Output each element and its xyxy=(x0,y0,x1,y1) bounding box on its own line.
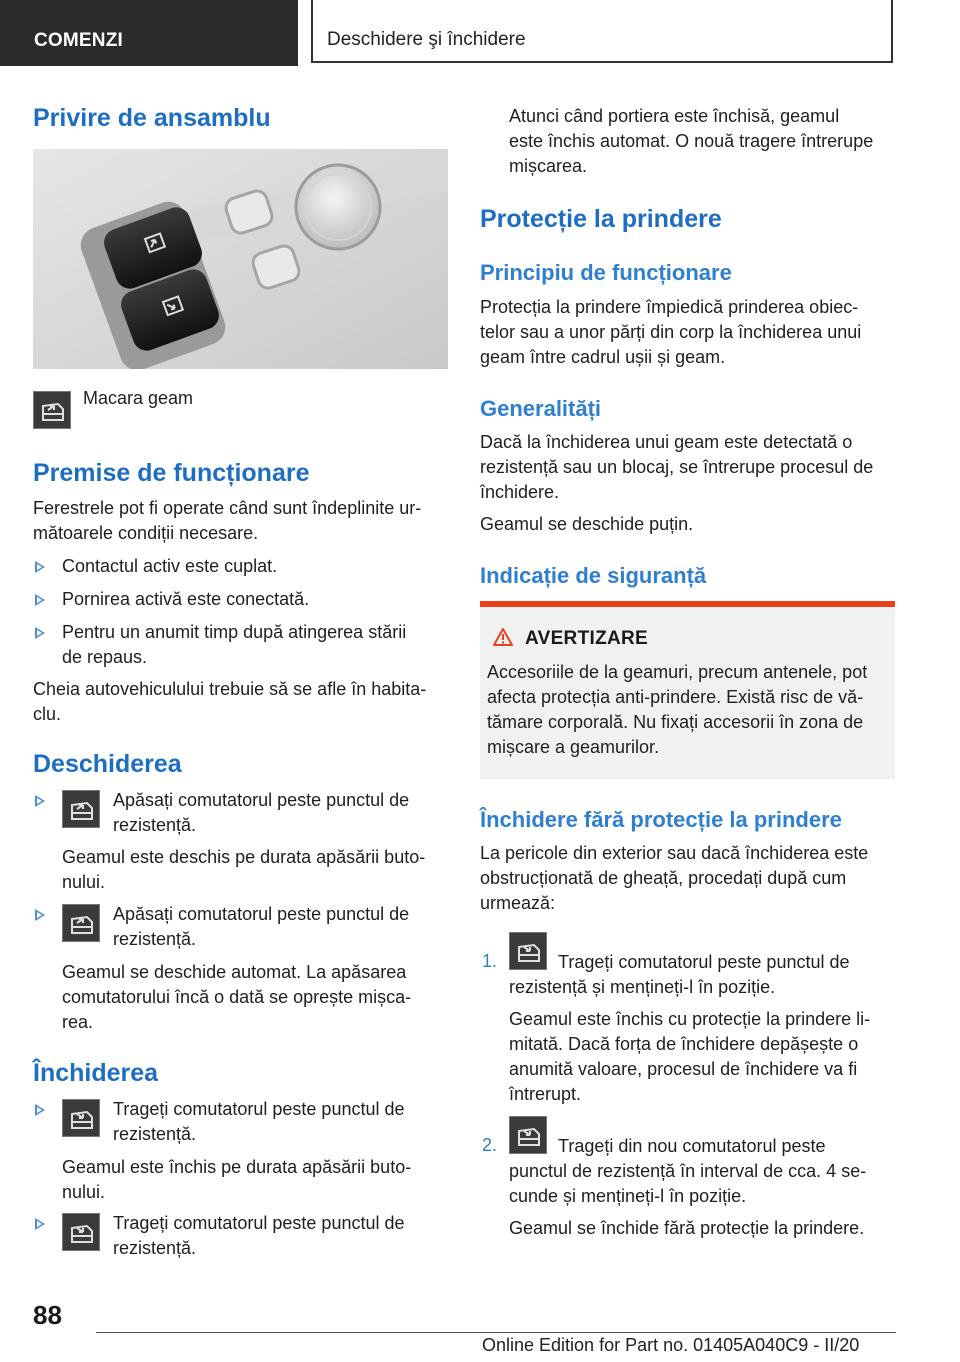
overview-heading: Privire de ansamblu xyxy=(33,104,271,132)
close-step-action: Trageți comutatorul peste punctul de rezistență. xyxy=(113,1099,405,1144)
window-switch-icon xyxy=(33,391,71,429)
section-tab xyxy=(0,0,298,66)
step-number: 2. xyxy=(482,1135,498,1155)
warning-label: AVERTIZARE xyxy=(525,628,648,649)
window-switch-icon xyxy=(62,904,100,942)
general-text: Dacă la închiderea unui geam este detectată o rezistență sau un blocaj, se întrerupe procesul de închidere. xyxy=(480,432,874,502)
general-heading: Generalități xyxy=(480,396,602,421)
open-heading: Deschiderea xyxy=(33,750,182,778)
no-protection-intro: La pericole din exterior sau dacă închiderea este obstrucționată de gheață, procedați după cum urmează: xyxy=(480,843,869,913)
principle-text: Protecția la prindere împiedică prinderea obiec- telor sau a unor părți din corp la închiderea unui geam între cadrul ușii și geam. xyxy=(480,297,862,367)
safety-heading: Indicație de siguranță xyxy=(480,563,707,588)
open-step-action: Apăsați comutatorul peste punctul de rezistență. xyxy=(113,904,410,949)
prereq-heading: Premise de funcționare xyxy=(33,459,310,487)
continued-text: Atunci când portiera este închisă, geamul este închis automat. O nouă tragere întrerupe mișcarea. xyxy=(509,106,874,176)
chapter-tab xyxy=(311,0,893,63)
step-result: Geamul este închis cu protecție la prindere li- mitată. Dacă forța de închidere depășește o anumită valoare, procesul de închidere va fi întrerupt. xyxy=(509,1009,871,1104)
no-protection-heading: Închidere fără protecție la prindere xyxy=(480,807,842,832)
close-heading: Închiderea xyxy=(33,1059,159,1087)
pinch-heading: Protecție la prindere xyxy=(480,205,722,233)
triangle-bullet-icon xyxy=(35,1218,45,1230)
page-number: 88 xyxy=(33,1300,62,1330)
principle-heading: Principiu de funcționare xyxy=(480,260,732,285)
triangle-bullet-icon xyxy=(35,561,45,573)
step-action: Trageți din nou comutatorul peste punctul de rezistență în interval de cca. 4 se- cunde și mențineți-l în poziție. xyxy=(509,1136,867,1206)
triangle-bullet-icon xyxy=(35,795,45,807)
prereq-item: Contactul activ este cuplat. xyxy=(62,556,278,576)
footer-divider xyxy=(96,1332,896,1333)
photo-caption: Macara geam xyxy=(83,388,194,408)
prereq-item: Pentru un anumit timp după atingerea stării de repaus. xyxy=(62,622,407,667)
warning-triangle-icon xyxy=(492,627,514,647)
triangle-bullet-icon xyxy=(35,627,45,639)
chapter-title: Deschidere şi închidere xyxy=(327,29,526,50)
close-step-action: Trageți comutatorul peste punctul de rezistență. xyxy=(113,1213,405,1258)
open-step-action: Apăsați comutatorul peste punctul de rezistență. xyxy=(113,790,410,835)
window-switch-icon xyxy=(62,1099,100,1137)
warning-text: Accesoriile de la geamuri, precum antenele, pot afecta protecția anti-prindere. Există risc de vă- tămare corporală. Nu fixați accesorii în zona de mișcare a geamurilor. xyxy=(487,662,868,757)
triangle-bullet-icon xyxy=(35,1104,45,1116)
close-step-result: Geamul este închis pe durata apăsării buto- nului. xyxy=(62,1157,412,1202)
prereq-intro: Ferestrele pot fi operate când sunt îndeplinite ur- mătoarele condiții necesare. xyxy=(33,498,422,543)
prereq-note: Cheia autovehiculului trebuie să se afle în habita- clu. xyxy=(33,679,427,724)
window-switch-photo xyxy=(33,149,448,369)
open-step-result: Geamul este deschis pe durata apăsării buto- nului. xyxy=(62,847,426,892)
step-result: Geamul se închide fără protecție la prindere. xyxy=(509,1218,865,1238)
window-switch-icon xyxy=(62,1213,100,1251)
prereq-item: Pornirea activă este conectată. xyxy=(62,589,310,609)
triangle-bullet-icon xyxy=(35,909,45,921)
general-text-2: Geamul se deschide puțin. xyxy=(480,514,694,534)
step-number: 1. xyxy=(482,951,498,971)
step-action: Trageți comutatorul peste punctul de rezistență și mențineți-l în poziție. xyxy=(509,952,850,997)
section-title: COMENZI xyxy=(34,30,124,51)
window-switch-icon xyxy=(62,790,100,828)
open-step-result: Geamul se deschide automat. La apăsarea comutatorului încă o dată se oprește mișca- rea. xyxy=(62,962,412,1032)
edition-text: Online Edition for Part no. 01405A040C9 - II/20 xyxy=(482,1335,860,1355)
triangle-bullet-icon xyxy=(35,594,45,606)
